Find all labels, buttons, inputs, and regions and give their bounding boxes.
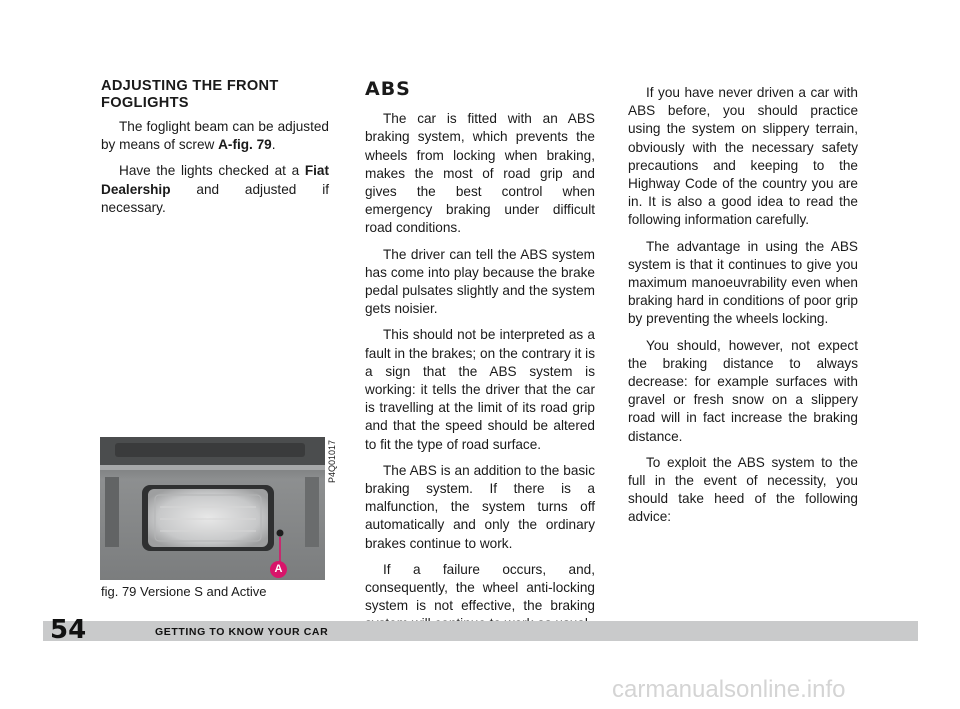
abs-paragraph: The ABS is an addition to the basic braking system. If there is a malfunction, the system turns off automatically and only the ordinary brakes continue to work. <box>365 462 595 551</box>
foglight-photo <box>100 437 325 580</box>
dealership-reference: Fiat Dealership <box>101 163 329 197</box>
advice-paragraph: If you have never driven a car with ABS before, you should practice using the system on slippery terrain, obviously with the necessary safety precautions and keeping to the Highway Code of the country you are in. It is also a good idea to read the following information carefully. <box>628 85 858 228</box>
abs-paragraph: If a failure occurs, and, consequently, the wheel anti-locking system is not effective, the braking <box>365 561 595 614</box>
figure-code: P4Q01017 <box>327 440 337 484</box>
callout-badge: A <box>270 561 287 578</box>
abs-paragraph: The car is fitted with an ABS braking system, which prevents the wheels from locking when braking, makes the most of road grip and gives the best control when emergency braking under difficult road conditions. <box>365 111 595 236</box>
foglight-paragraph-1: The foglight beam can be adjusted by means of screw A-fig. 79. <box>101 119 329 153</box>
foglight-paragraph-2: Have the lights checked at a Fiat Dealership and adjusted if necessary. <box>101 163 329 215</box>
watermark: carmanualsonline.info <box>612 676 846 703</box>
page-number: 54 <box>50 615 87 645</box>
foglight-heading: ADJUSTING THE FRONT FOGLIGHTS <box>101 78 279 111</box>
figure-caption: fig. 79 Versione S and Active <box>101 584 267 599</box>
abs-paragraph: The driver can tell the ABS system has come into play because the brake pedal pulsates slightly and the system gets noisier. <box>365 246 595 317</box>
foglight-section <box>101 78 329 225</box>
adjustment-screw <box>277 530 284 537</box>
foglight-illustration <box>100 437 325 580</box>
fig-reference: A-fig. 79 <box>218 137 272 153</box>
abs-section <box>365 78 595 642</box>
advice-paragraph: To exploit the ABS system to the full in the event of necessity, you should take heed of the following advice: <box>628 454 858 525</box>
chapter-title: GETTING TO KNOW YOUR CAR <box>155 626 329 638</box>
abs-heading: ABS <box>365 78 411 100</box>
abs-paragraph: This should not be interpreted as a fault in the brakes; on the contrary it is a sign that the ABS system is working: it tells the driver that the car is travelling at the limit of its road grip and that the speed should be altered to fit the type of road surface. <box>365 327 595 452</box>
abs-advice-section <box>628 84 858 535</box>
advice-paragraph: The advantage in using the ABS system is that it continues to give you maximum manoeuvrability even when braking hard in conditions of poor grip by preventing the wheels locking. <box>628 238 858 327</box>
advice-paragraph: You should, however, not expect the braking distance to always decrease: for example surfaces with gravel or fresh snow on a slippery road will in fact increase the braking distance. <box>628 337 858 444</box>
